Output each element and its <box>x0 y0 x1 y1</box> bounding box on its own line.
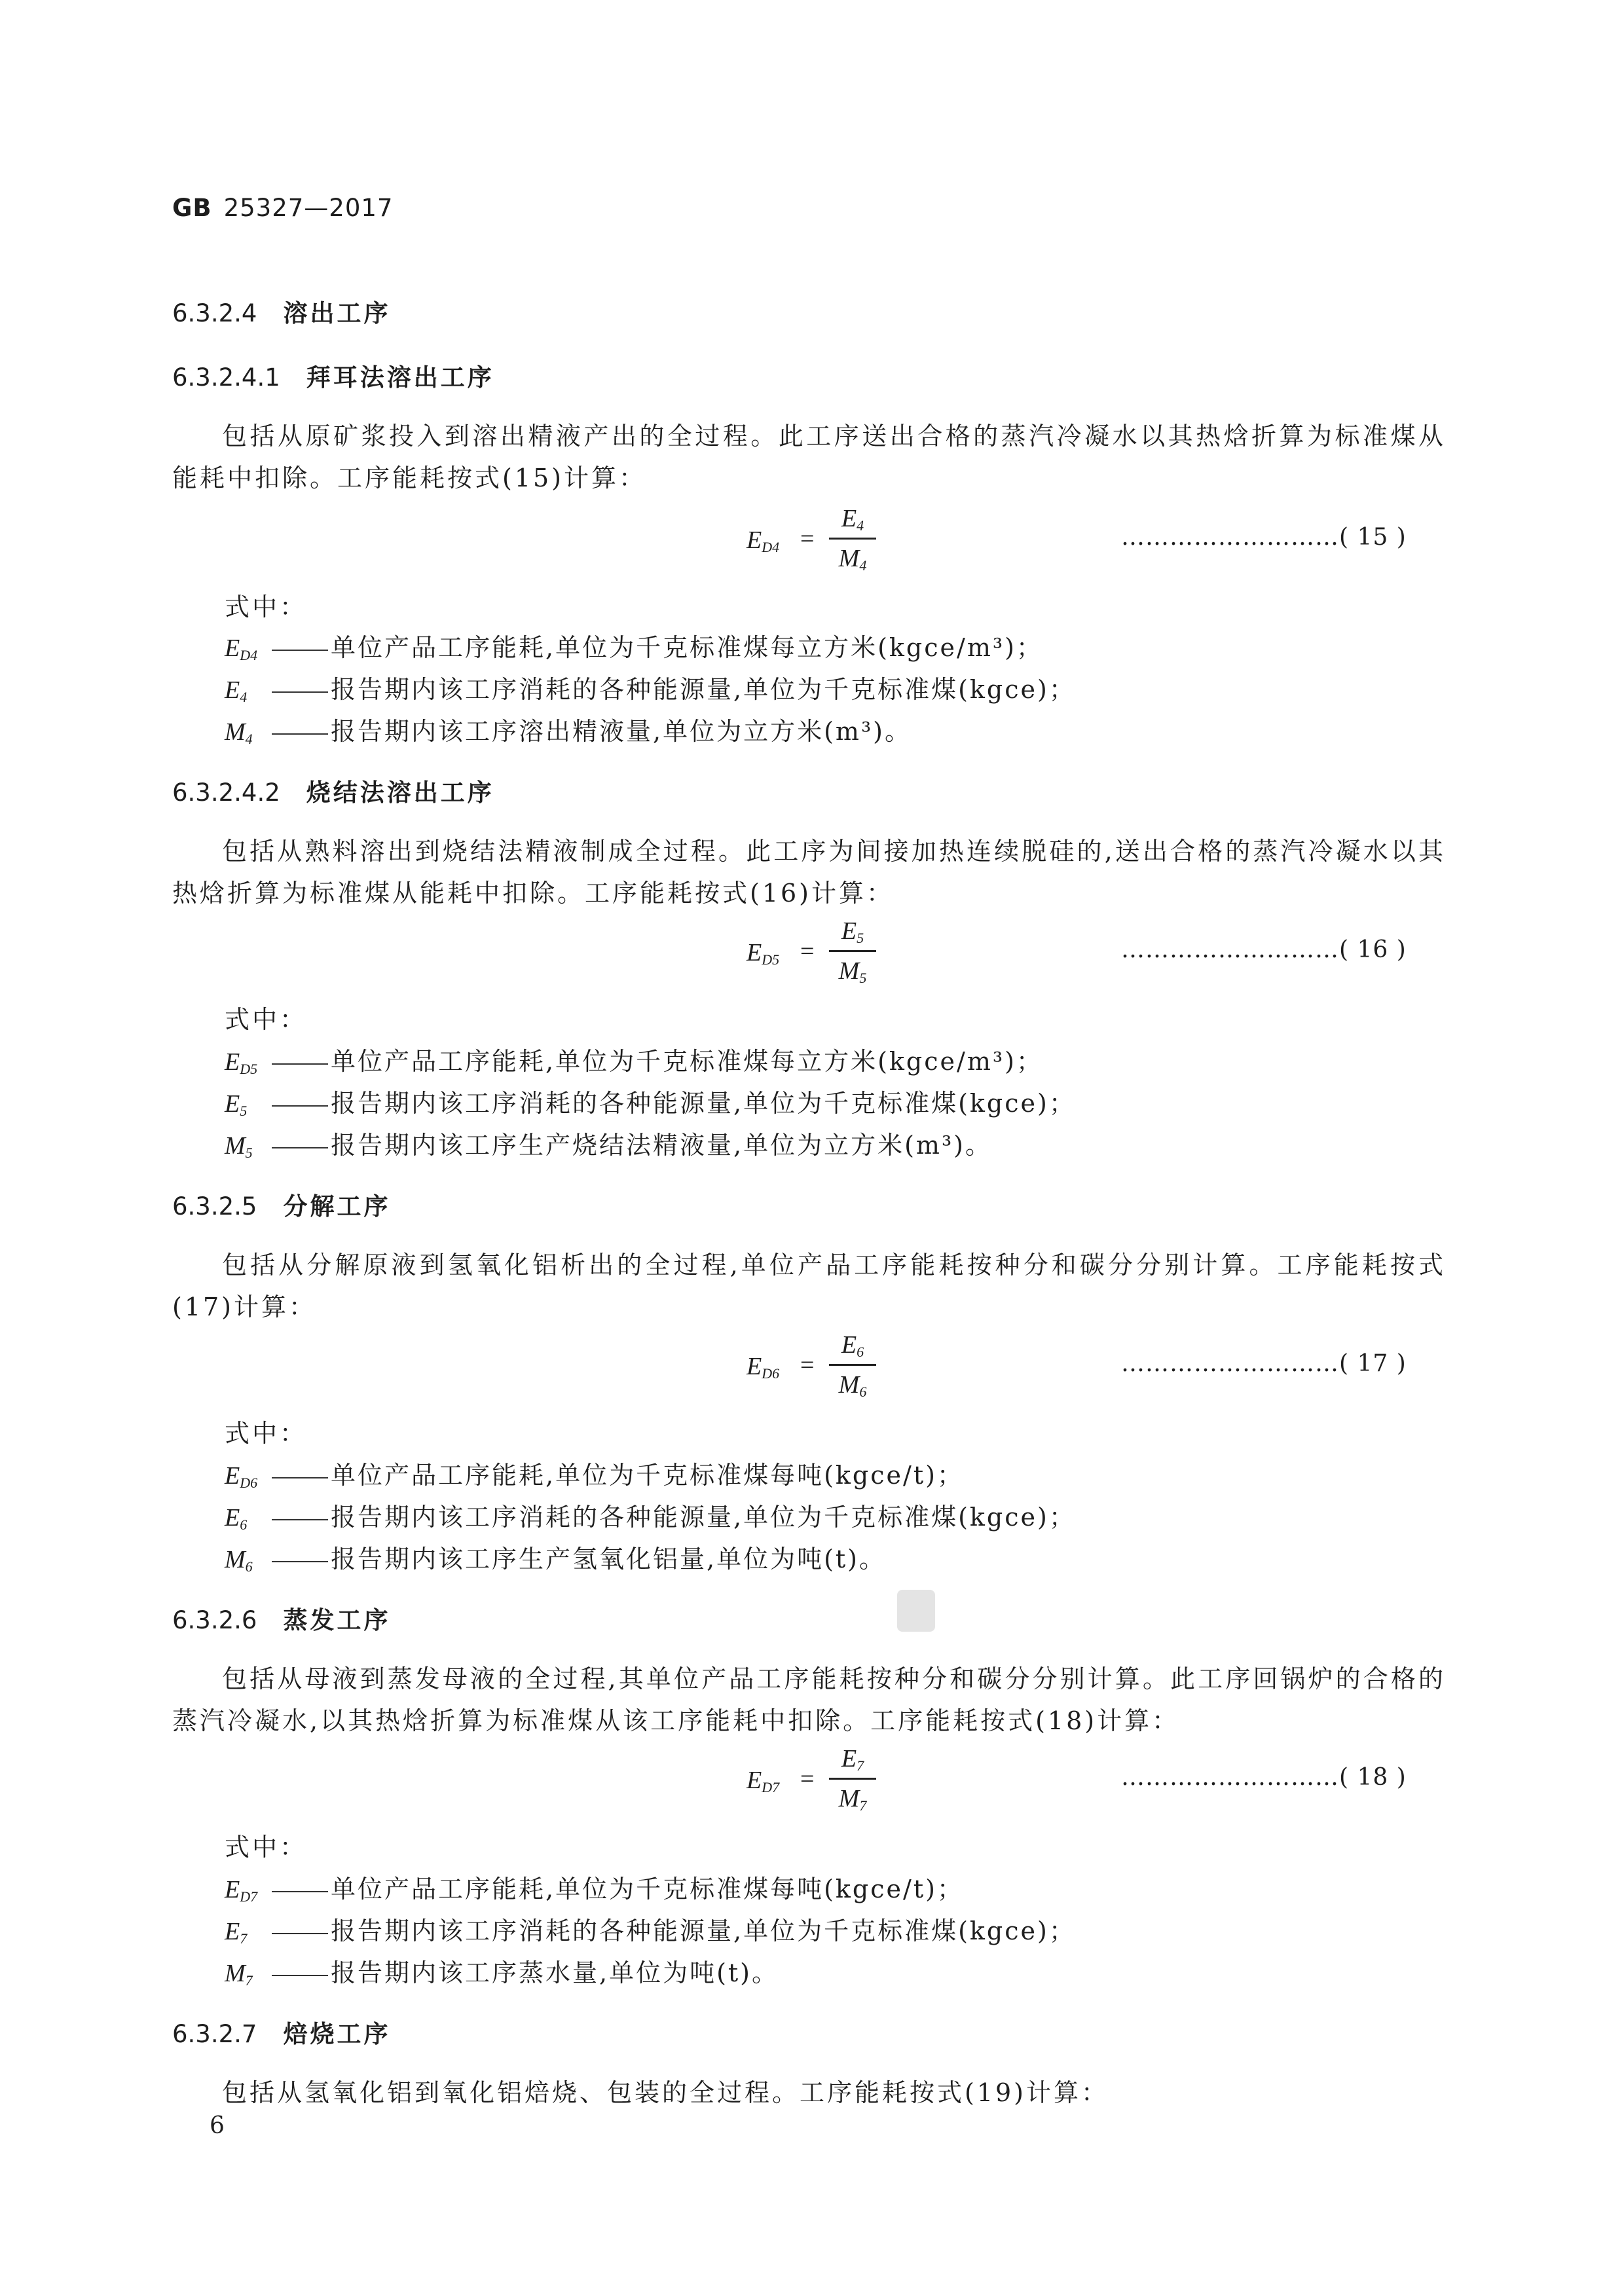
formula-lhs: $E_{D4}$ <box>747 526 780 555</box>
dash-rule <box>272 1063 328 1065</box>
paragraph: 包括从原矿浆投入到溶出精液产出的全过程。此工序送出合格的蒸汽冷凝水以其热焓折算为标准煤从能耗中扣除。工序能耗按式(15)计算： <box>172 422 1446 492</box>
section-number: 6.3.2.7 <box>172 2020 257 2048</box>
dash-rule <box>272 1891 328 1892</box>
definition-line <box>225 1911 1076 1947</box>
definition-line <box>225 1041 1043 1078</box>
section-heading <box>172 773 494 808</box>
dash-rule <box>272 1519 328 1520</box>
fraction <box>826 1327 879 1403</box>
symbol: $M_5$ <box>225 1132 253 1161</box>
standard-code: 25327—2017 <box>223 194 394 222</box>
section-heading <box>172 1186 390 1222</box>
paragraph: 包括从分解原液到氢氧化铝析出的全过程,单位产品工序能耗按种分和碳分分别计算。工序能耗按式(17)计算： <box>172 1251 1446 1321</box>
symbol: $E_{D7}$ <box>225 1876 258 1905</box>
document-header <box>172 194 393 222</box>
symbol: $E_{D4}$ <box>225 634 258 663</box>
section-number: 6.3.2.4.1 <box>172 363 280 392</box>
where-label: 式中： <box>225 593 308 621</box>
section-number: 6.3.2.4 <box>172 299 257 327</box>
section-number: 6.3.2.4.2 <box>172 779 280 807</box>
denominator: $M_4$ <box>838 545 867 574</box>
denominator: $M_6$ <box>838 1371 867 1400</box>
symbol: $E_{D5}$ <box>225 1048 258 1077</box>
equation-number: ………………………( 16 ) <box>1121 936 1407 963</box>
formula-lhs: $E_{D5}$ <box>747 939 780 968</box>
symbol: $E_5$ <box>225 1090 248 1119</box>
definition-line <box>225 711 912 748</box>
definition-text: 报告期内该工序溶出精液量,单位为立方米(m³)。 <box>331 717 912 746</box>
symbol: $E_6$ <box>225 1504 248 1533</box>
section-number: 6.3.2.5 <box>172 1192 257 1221</box>
dash-rule <box>272 1975 328 1976</box>
fraction-bar <box>829 1364 876 1366</box>
section-title: 分解工序 <box>283 1192 391 1221</box>
definition-text: 报告期内该工序生产烧结法精液量,单位为立方米(m³)。 <box>331 1131 992 1160</box>
definition-text: 单位产品工序能耗,单位为千克标准煤每立方米(kgce/m³)； <box>331 633 1043 662</box>
paragraph: 包括从氢氧化铝到氧化铝焙烧、包装的全过程。工序能耗按式(19)计算： <box>222 2078 1109 2107</box>
section-heading <box>172 2014 390 2049</box>
numerator: $E_7$ <box>841 1745 864 1774</box>
definition-text: 报告期内该工序消耗的各种能源量,单位为千克标准煤(kgce)； <box>331 675 1076 704</box>
definition-text: 报告期内该工序生产氢氧化铝量,单位为吨(t)。 <box>331 1545 887 1573</box>
scan-smudge <box>897 1590 935 1632</box>
equation-number: ………………………( 18 ) <box>1121 1764 1407 1791</box>
fraction <box>826 501 879 576</box>
definition-text: 单位产品工序能耗,单位为千克标准煤每吨(kgce/t)； <box>331 1461 964 1490</box>
symbol: $E_{D6}$ <box>225 1462 258 1491</box>
numerator: $E_4$ <box>841 505 864 534</box>
section-heading <box>172 358 494 393</box>
dash-rule <box>272 691 328 693</box>
denominator: $M_7$ <box>838 1785 867 1814</box>
formula-lhs: $E_{D6}$ <box>747 1353 780 1382</box>
definition-line <box>225 627 1043 664</box>
definition-line <box>225 1869 964 1905</box>
definition-line <box>225 1539 886 1575</box>
definition-line <box>225 1497 1076 1533</box>
definition-line <box>225 1455 964 1492</box>
section-heading <box>172 293 390 329</box>
definition-text: 报告期内该工序蒸水量,单位为吨(t)。 <box>331 1958 779 1987</box>
section-title: 蒸发工序 <box>283 1606 391 1634</box>
dash-rule <box>272 1147 328 1148</box>
symbol: $E_4$ <box>225 676 248 705</box>
definition-line <box>225 1083 1076 1120</box>
denominator: $M_5$ <box>838 957 867 986</box>
section-title: 焙烧工序 <box>283 2020 391 2048</box>
definition-line <box>225 1953 779 1989</box>
paragraph: 包括从母液到蒸发母液的全过程,其单位产品工序能耗按种分和碳分分别计算。此工序回锅炉的合格的蒸汽冷凝水,以其热焓折算为标准煤从该工序能耗中扣除。工序能耗按式(18)计算： <box>172 1664 1446 1735</box>
symbol: $M_7$ <box>225 1960 253 1989</box>
fraction-bar <box>829 950 876 952</box>
fraction-bar <box>829 1778 876 1780</box>
section-title: 烧结法溶出工序 <box>306 779 494 807</box>
equals-sign: = <box>800 1351 815 1379</box>
dash-rule <box>272 1477 328 1478</box>
definition-line <box>225 669 1076 706</box>
section-heading <box>172 1600 390 1636</box>
page-number: 6 <box>210 2112 225 2139</box>
formula-18 <box>747 1741 891 1826</box>
definition-line <box>225 1125 992 1162</box>
symbol: $M_4$ <box>225 718 253 747</box>
definition-text: 单位产品工序能耗,单位为千克标准煤每立方米(kgce/m³)； <box>331 1047 1043 1076</box>
section-number: 6.3.2.6 <box>172 1606 257 1634</box>
definition-text: 报告期内该工序消耗的各种能源量,单位为千克标准煤(kgce)； <box>331 1917 1076 1945</box>
fraction <box>826 1741 879 1816</box>
fraction-bar <box>829 538 876 540</box>
equation-number: ………………………( 17 ) <box>1121 1350 1407 1377</box>
formula-17 <box>747 1327 891 1412</box>
standard-prefix: GB <box>172 194 212 222</box>
dash-rule <box>272 1561 328 1562</box>
numerator: $E_6$ <box>841 1331 864 1360</box>
symbol: $E_7$ <box>225 1918 248 1947</box>
symbol: $M_6$ <box>225 1546 253 1575</box>
dash-rule <box>272 650 328 651</box>
formula-lhs: $E_{D7}$ <box>747 1767 780 1795</box>
equals-sign: = <box>800 938 815 965</box>
section-title: 溶出工序 <box>283 299 391 327</box>
where-label: 式中： <box>225 1005 308 1034</box>
where-label: 式中： <box>225 1833 308 1862</box>
equals-sign: = <box>800 525 815 553</box>
numerator: $E_5$ <box>841 917 864 946</box>
where-label: 式中： <box>225 1419 308 1448</box>
fraction <box>826 913 879 989</box>
definition-text: 单位产品工序能耗,单位为千克标准煤每吨(kgce/t)； <box>331 1875 964 1903</box>
equation-number: ………………………( 15 ) <box>1121 524 1407 551</box>
dash-rule <box>272 1105 328 1107</box>
formula-16 <box>747 913 891 999</box>
dash-rule <box>272 1933 328 1934</box>
definition-text: 报告期内该工序消耗的各种能源量,单位为千克标准煤(kgce)； <box>331 1503 1076 1532</box>
formula-15 <box>747 501 891 586</box>
section-title: 拜耳法溶出工序 <box>306 363 494 392</box>
dash-rule <box>272 733 328 735</box>
definition-text: 报告期内该工序消耗的各种能源量,单位为千克标准煤(kgce)； <box>331 1089 1076 1118</box>
paragraph: 包括从熟料溶出到烧结法精液制成全过程。此工序为间接加热连续脱硅的,送出合格的蒸汽冷凝水以其热焓折算为标准煤从能耗中扣除。工序能耗按式(16)计算： <box>172 837 1446 908</box>
equals-sign: = <box>800 1765 815 1793</box>
